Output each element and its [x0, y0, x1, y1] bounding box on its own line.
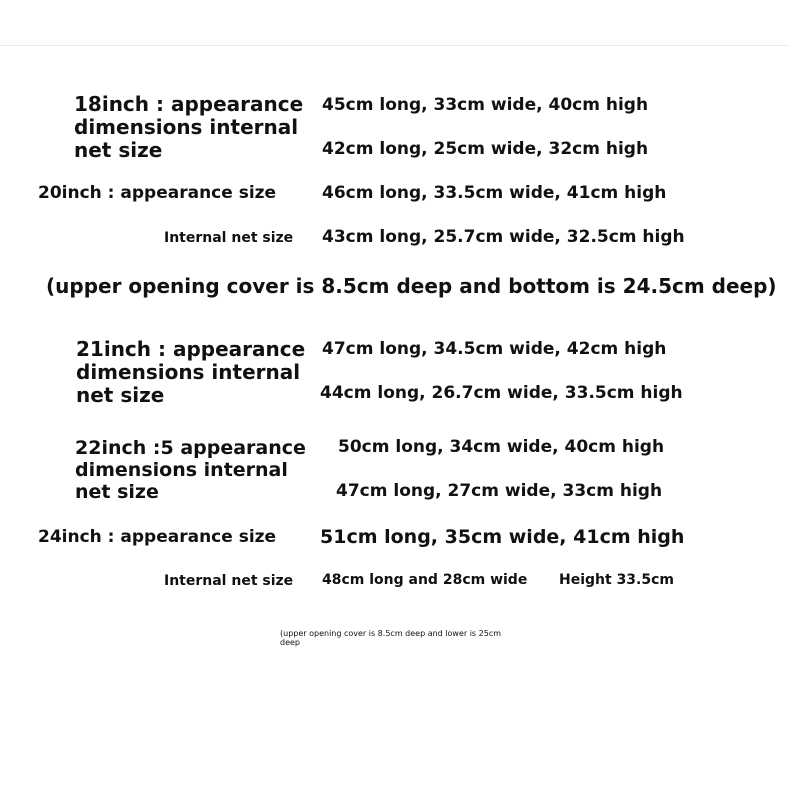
top-divider: [0, 45, 790, 46]
size-18-internal: 42cm long, 25cm wide, 32cm high: [322, 139, 649, 159]
size-21-internal: 44cm long, 26.7cm wide, 33.5cm high: [320, 383, 683, 403]
size-20-appearance: 46cm long, 33.5cm wide, 41cm high: [322, 183, 667, 203]
size-24-appearance: 51cm long, 35cm wide, 41cm high: [320, 526, 685, 548]
depth-note: (upper opening cover is 8.5cm deep and bottom is 24.5cm deep): [46, 274, 777, 298]
size-24-internal-lw: 48cm long and 28cm wide: [322, 572, 528, 588]
size-18-label-line: 18inch : appearance: [74, 92, 304, 116]
size-21-label-line: dimensions internal: [76, 360, 301, 384]
size-21-label-line: 21inch : appearance: [76, 337, 306, 361]
size-22-appearance: 50cm long, 34cm wide, 40cm high: [338, 437, 665, 457]
size-18-label: [74, 93, 303, 162]
size-22-internal: 47cm long, 27cm wide, 33cm high: [336, 481, 663, 501]
size-22-label-line: dimensions internal: [75, 459, 288, 481]
size-20-label: 20inch : appearance size: [38, 183, 277, 203]
size-21-appearance: 47cm long, 34.5cm wide, 42cm high: [322, 339, 667, 359]
size-22-label-line: net size: [75, 481, 159, 503]
size-20-internal: 43cm long, 25.7cm wide, 32.5cm high: [322, 227, 685, 247]
depth-note-small: (upper opening cover is 8.5cm deep and lower is 25cm deep: [280, 629, 502, 647]
size-20-internal-label: Internal net size: [164, 230, 294, 246]
size-24-label: 24inch : appearance size: [38, 527, 277, 547]
size-24-internal-height: Height 33.5cm: [559, 572, 674, 588]
size-18-label-line: dimensions internal: [74, 115, 299, 139]
size-18-appearance: 45cm long, 33cm wide, 40cm high: [322, 95, 649, 115]
size-21-label-line: net size: [76, 383, 165, 407]
size-24-internal-label: Internal net size: [164, 573, 294, 589]
size-22-label: [75, 437, 306, 503]
size-18-label-line: net size: [74, 138, 163, 162]
size-21-label: [76, 338, 305, 407]
size-22-label-line: 22inch :5 appearance: [75, 437, 306, 459]
